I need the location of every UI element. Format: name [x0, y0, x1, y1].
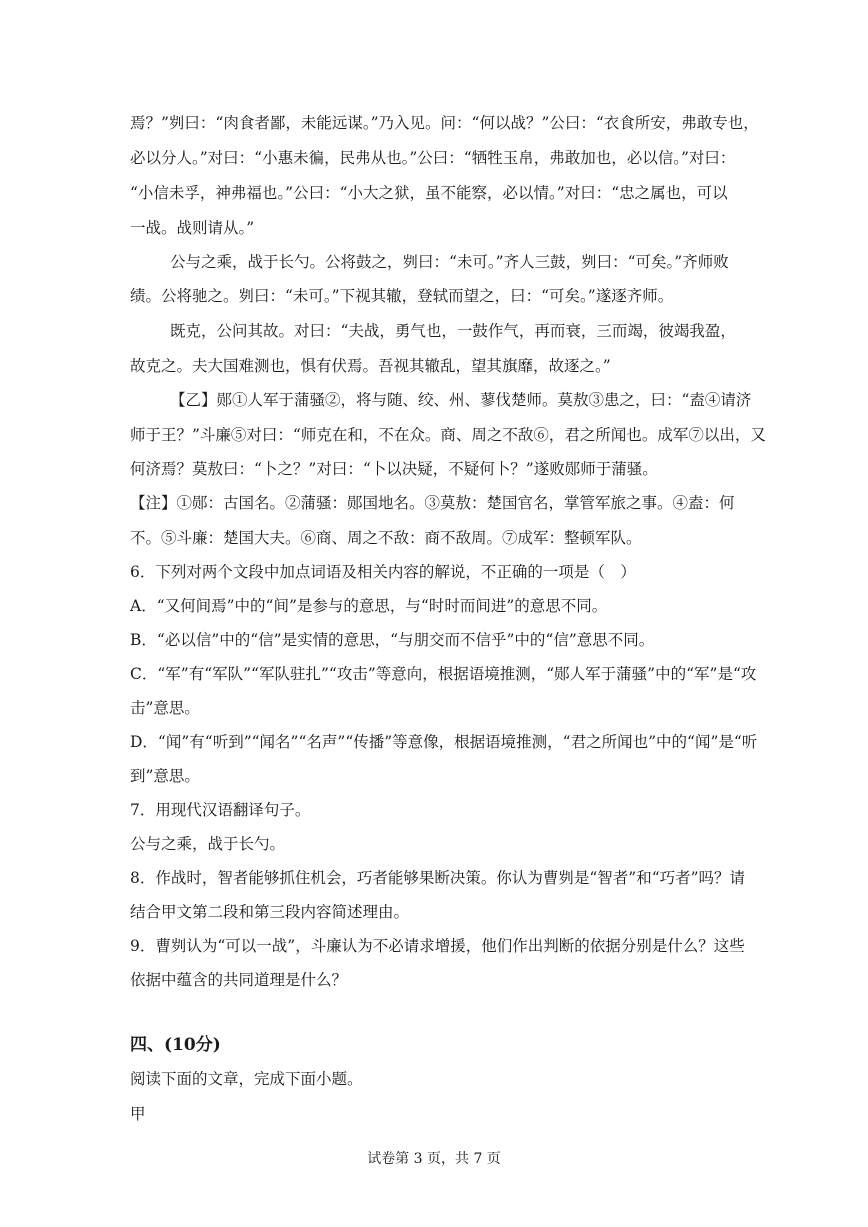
question-7-sentence: 公与之乘，战于长勺。: [130, 835, 286, 853]
question-7-stem: 7．用现代汉语翻译句子。: [130, 801, 311, 819]
notes-line-2: 不。⑤斗廉：楚国大夫。⑥商、周之不敌：商不敌周。⑦成军：整顿军队。: [130, 529, 642, 547]
passage-a-line-3: “小信未孚，神弗福也。”公曰：“小大之狱，虽不能察，必以情。”对曰：“忠之属也，可以: [130, 184, 728, 202]
passage-b-line-3: 何济焉？莫敖曰：“卜之？”对曰：“卜以决疑，不疑何卜？”遂败郧师于蒲骚。: [130, 460, 658, 478]
section-4-instruction: 阅读下面的文章，完成下面小题。: [130, 1070, 363, 1088]
passage-b-line-1: 【乙】郧①人军于蒲骚②，将与随、绞、州、蓼伐楚师。莫敖③患之，曰：“盍④请济: [170, 391, 752, 409]
section-4-heading: 四、(10分): [130, 1035, 221, 1055]
question-6-option-d-cont: 到”意思。: [130, 767, 200, 785]
notes-line-1: 【注】①郧：古国名。②蒲骚：郧国地名。③莫敖：楚国官名，掌管军旅之事。④盍：何: [130, 494, 735, 512]
question-6-option-b: B．“必以信”中的“信”是实情的意思，“与朋交而不信乎”中的“信”意思不同。: [130, 631, 655, 649]
question-6-option-c: C．“军”有“军队”“军队驻扎”“攻击”等意向，根据语境推测，“郧人军于蒲骚”中的“军”是“攻: [130, 665, 757, 683]
passage-a-line-1: 焉？”刿曰：“肉食者鄙，未能远谋。”乃入见。问：“何以战？”公曰：“衣食所安，弗敢专也，: [130, 114, 759, 132]
question-6-stem: 6．下列对两个文段中加点词语及相关内容的解说，不正确的一项是（ ）: [130, 563, 636, 581]
passage-a-line-8: 故克之。夫大国难测也，惧有伏焉。吾视其辙乱，望其旗靡，故逐之。”: [130, 357, 611, 375]
passage-a-line-2: 必以分人。”对曰：“小惠未徧，民弗从也。”公曰：“牺牲玉帛，弗敢加也，必以信。”对曰：: [130, 149, 736, 167]
section-4-label: 甲: [130, 1105, 146, 1123]
question-6-option-c-cont: 击”意思。: [130, 699, 200, 717]
passage-a-line-7: 既克，公问其故。对曰：“夫战，勇气也，一鼓作气，再而衰，三而竭，彼竭我盈，: [170, 322, 736, 340]
question-9-stem-cont: 依据中蕴含的共同道理是什么？: [130, 971, 348, 989]
passage-a-line-5: 公与之乘，战于长勺。公将鼓之，刿曰：“未可。”齐人三鼓，刿曰：“可矣。”齐师败: [170, 253, 729, 271]
question-6-option-a: A．“又何间焉”中的“间”是参与的意思，与“时时而间进”的意思不同。: [130, 597, 608, 615]
question-6-option-d: D．“闻”有“听到”“闻名”“名声”“传播”等意像，根据语境推测，“君之所闻也”中的“闻”是“听: [130, 733, 758, 751]
passage-b-line-2: 师于王？”斗廉⑤对曰：“师克在和，不在众。商、周之不敌⑥，君之所闻也。成军⑦以出，又: [130, 426, 766, 444]
passage-a-line-6: 绩。公将驰之。刿曰：“未可。”下视其辙，登轼而望之，曰：“可矣。”遂逐齐师。: [130, 287, 674, 305]
question-8-stem-cont: 结合甲文第二段和第三段内容简述理由。: [130, 903, 410, 921]
question-9-stem: 9．曹刿认为“可以一战”，斗廉认为不必请求增援，他们作出判断的依据分别是什么？这些: [130, 937, 745, 955]
passage-a-line-4: 一战。战则请从。”: [130, 219, 255, 237]
question-8-stem: 8．作战时，智者能够抓住机会，巧者能够果断决策。你认为曹刿是“智者”和“巧者”吗？请: [130, 869, 746, 887]
page-footer: 试卷第 3 页，共 7 页: [367, 1151, 501, 1167]
